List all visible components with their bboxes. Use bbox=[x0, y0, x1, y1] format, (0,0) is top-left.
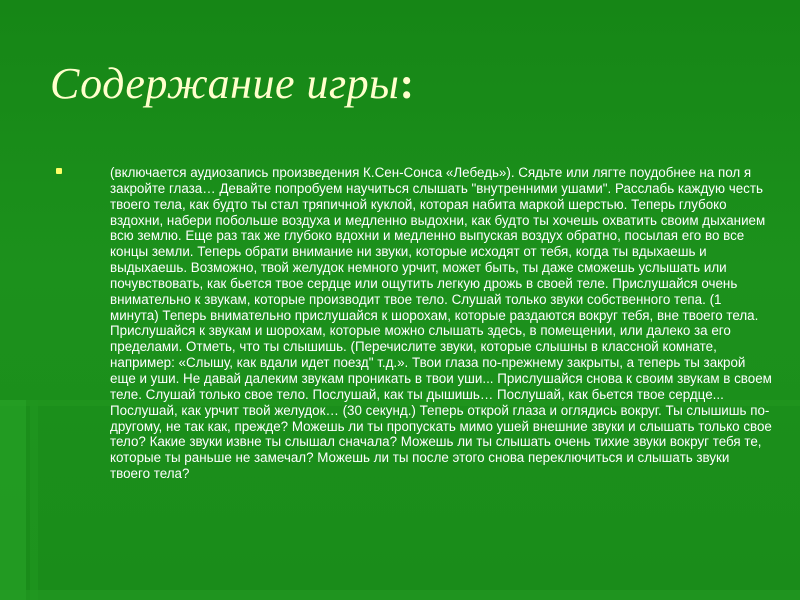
decorative-stripe bbox=[0, 400, 26, 600]
decorative-stripe bbox=[30, 400, 38, 600]
slide-content bbox=[82, 165, 772, 482]
slide-title bbox=[50, 58, 415, 109]
slide-title-text: Содержание игры bbox=[50, 59, 400, 108]
slide-title-colon: : bbox=[399, 59, 415, 108]
body-text: (включается аудиозапись произведения К.Сен-Сонса «Лебедь»). Сядьте или лягте поудобнее на пол я закройте глаза… Девайте попробуем научиться слышать "внутренними ушами". Расслабь каждую честь твоего тела, как будто ты стал тряпичной куклой, которая набита маркой шерстью. Теперь глубоко вздохни, набери побольше воздуха и медленно выдохни, как будто ты хочешь охватить своим дыханием всю землю. Еще раз так же глубоко вдохни и медленно выпуская воздух обратно, посылая его во все концы земли. Теперь обрати внимание ни звуки, которые исходят от тебя, когда ты вдыхаешь и выдыхаешь. Возможно, твой желудок немного урчит, может быть, ты даже сможешь услышать или почувствовать, как бьется твое сердце или ощутить легкую дрожь в своей теле. Прислушайся очень внимательно к звукам, которые производит твое тело. Слушай только звуки собственного тепа. (1 минута) Теперь внимательно прислушайся к шорохам, которые раздаются вокруг тебя, вне твоего тела. Прислушайся к звукам и шорохам, которые можно слышать здесь, в помещении, или далеко за его пределами. Отметь, что ты слышишь. (Перечислите звуки, которые слышны в классной комнате, например: «Слышу, как вдали идет поезд" т.д.». Твои глаза по-прежнему закрыты, а теперь ты закрой еще и уши. Не давай далеким звукам проникать в твои уши... Прислушайся снова к своим звукам в своем теле. Слушай только свое тело. Послушай, как ты дышишь… Послушай, как бьется твое сердце... Послушай, как урчит твой желудок… (30 секунд.) Теперь открой глаза и оглядись вокруг. Ты слышишь по-другому, не так как, прежде? Можешь ли ты пропускать мимо ушей внешние звуки и слышать только свое тело? Какие звуки извне ты слышал сначала? Можешь ли ты слышать очень тихие звуки вокруг тебя те, которые ты раньше не замечал? Можешь ли ты после этого снова переключиться и слышать звуки твоего тела? bbox=[110, 165, 772, 482]
decorative-stripe bbox=[0, 590, 800, 600]
bullet-icon bbox=[56, 168, 62, 174]
